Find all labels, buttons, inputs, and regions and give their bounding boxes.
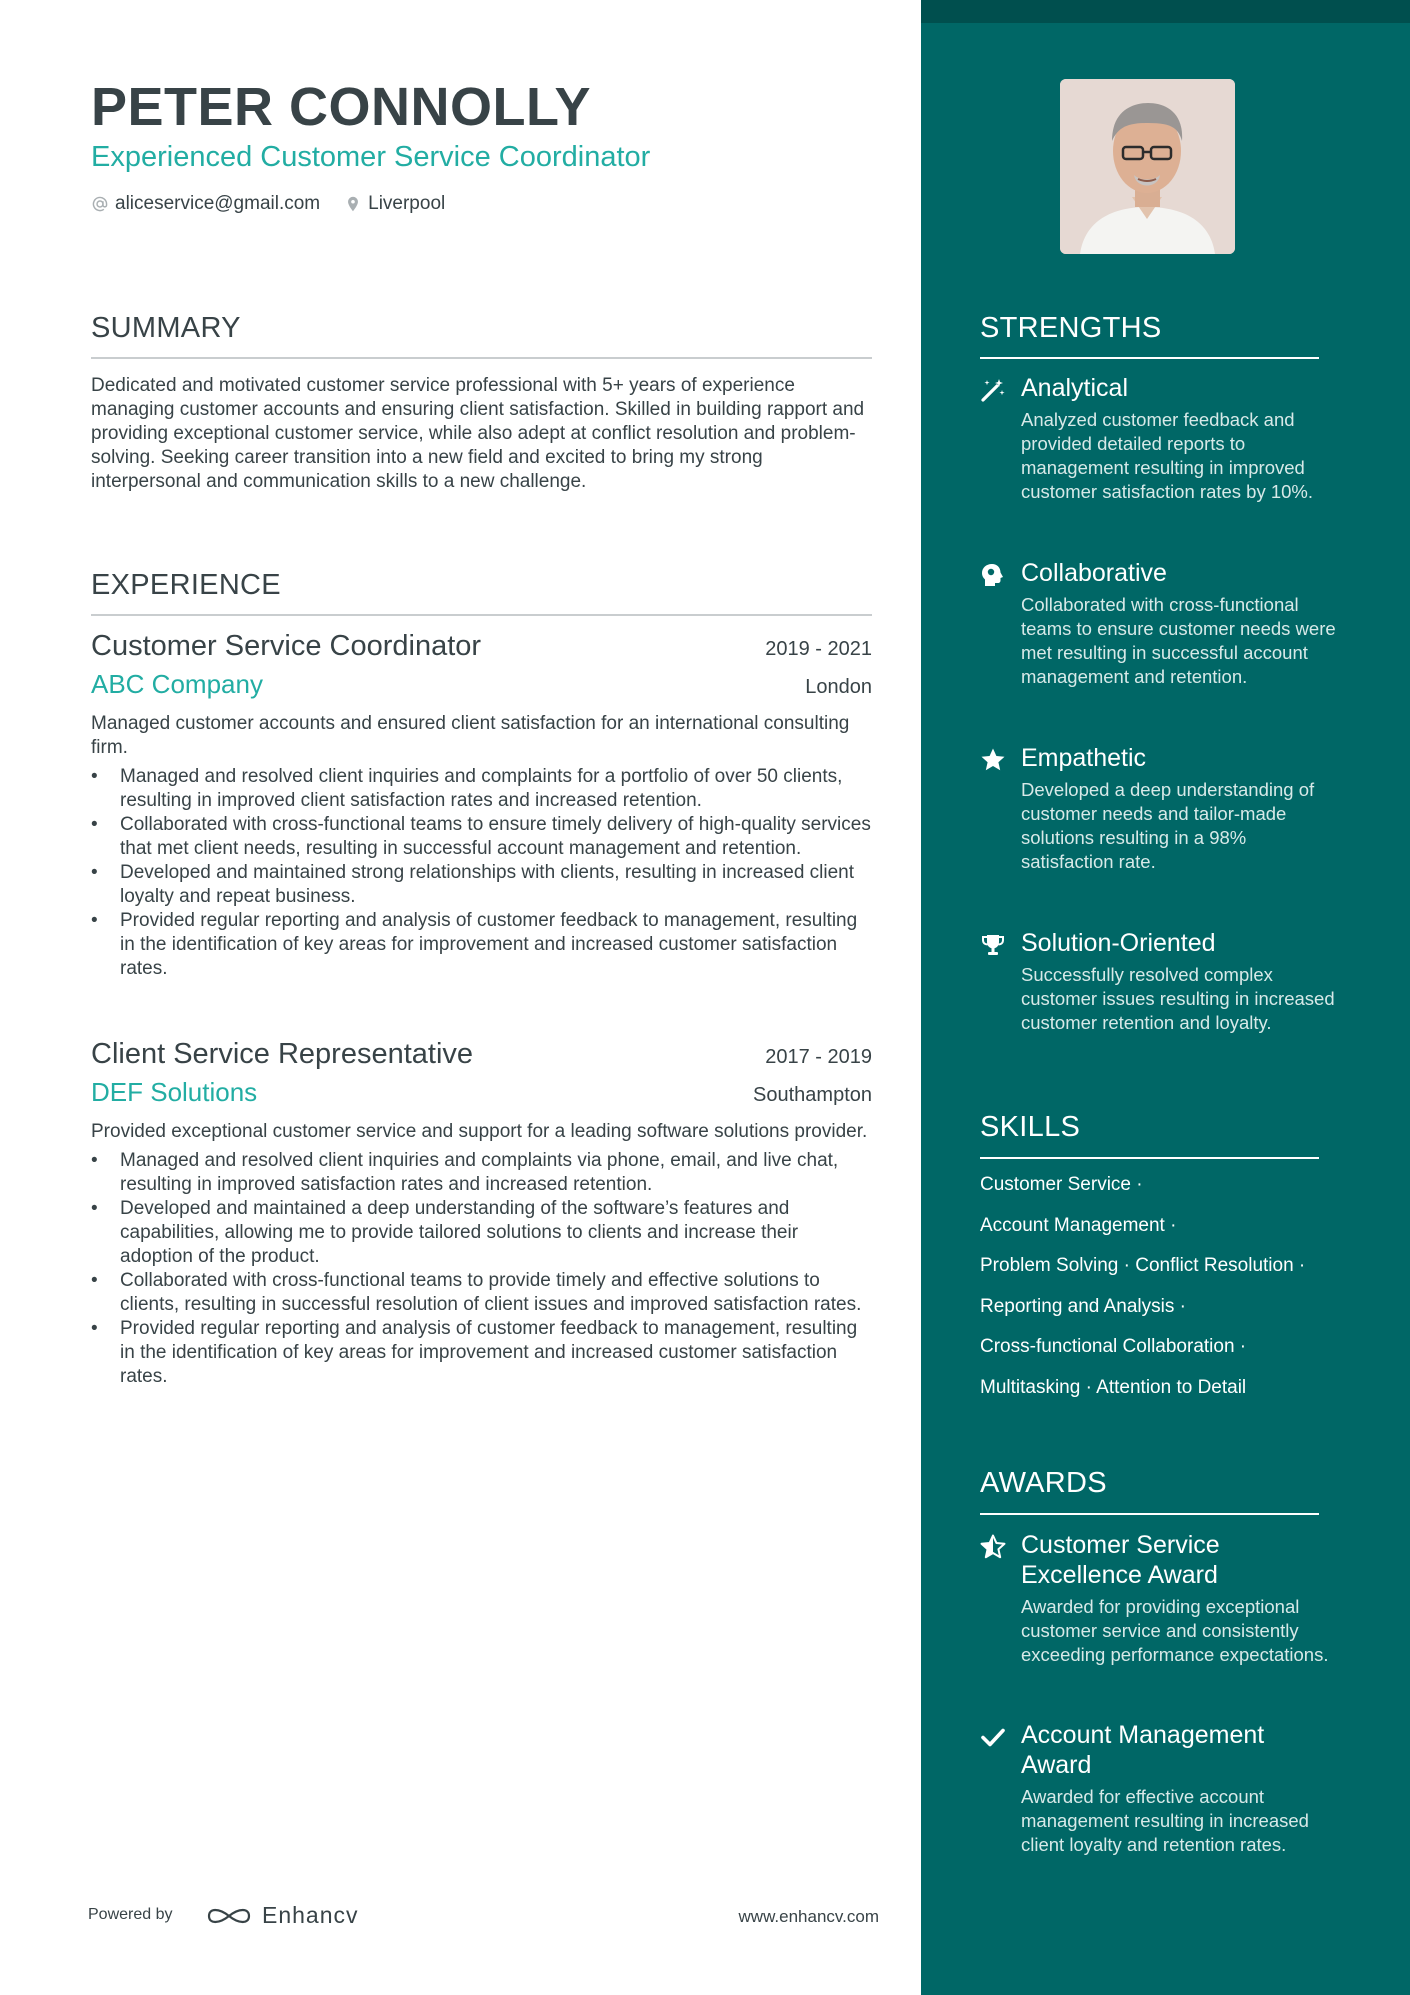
- strength-item: [980, 743, 1340, 874]
- enhancv-logo[interactable]: [206, 1902, 359, 1929]
- summary-heading: SUMMARY: [91, 312, 241, 344]
- strength-title: Solution-Oriented: [1021, 929, 1216, 957]
- job-dates: 2019 - 2021: [765, 638, 872, 660]
- contact-email[interactable]: [91, 193, 320, 215]
- page-footer: [88, 1902, 879, 1930]
- award-title: Customer Service Excellence Award: [1021, 1531, 1220, 1589]
- profile-photo: [1060, 79, 1235, 254]
- checkmark-icon: [980, 1724, 1006, 1750]
- experience-entry: [91, 1038, 872, 1389]
- job-bullet: • Developed and maintained a deep understanding of the software’s features and capabilities, allowing me to provide tailored solutions to clients and increase their adoption of the product.: [91, 1197, 872, 1269]
- skills-list: Customer Service · Account Management · Problem Solving · Conflict Resolution · Reporting and Analysis · Cross-functional Collaboration · Multitasking · Attention to Detail: [980, 1174, 1306, 1398]
- awards-divider: [980, 1513, 1319, 1515]
- experience-heading: EXPERIENCE: [91, 569, 281, 601]
- job-bullet: • Managed and resolved client inquiries and complaints for a portfolio of over 50 clients, resulting in improved client satisfaction rates and increased retention.: [91, 765, 872, 813]
- job-description: Managed customer accounts and ensured client satisfaction for an international consulting firm.: [91, 713, 850, 758]
- job-bullet: • Provided regular reporting and analysis of customer feedback to management, resulting in the identification of key areas for improvement and increased customer satisfaction rates.: [91, 1317, 872, 1389]
- job-bullet: • Provided regular reporting and analysis of customer feedback to management, resulting in the identification of key areas for improvement and increased customer satisfaction rates.: [91, 909, 872, 981]
- at-icon: [91, 195, 109, 213]
- contact-info: [91, 193, 469, 215]
- job-location: Southampton: [753, 1084, 872, 1106]
- skill-tag: Problem Solving: [980, 1255, 1119, 1276]
- job-bullet: • Collaborated with cross-functional teams to provide timely and effective solutions to clients, resulting in successful resolution of client issues and improved satisfaction rates.: [91, 1269, 872, 1317]
- strength-description: Successfully resolved complex customer issues resulting in increased customer retention and loyalty.: [1021, 964, 1335, 1033]
- job-location: London: [805, 676, 872, 698]
- strength-description: Developed a deep understanding of customer needs and tailor-made solutions resulting in a 98% satisfaction rate.: [1021, 779, 1315, 872]
- job-company: ABC Company: [91, 669, 263, 699]
- job-company: DEF Solutions: [91, 1077, 258, 1107]
- location-pin-icon: [344, 195, 362, 213]
- award-description: Awarded for providing exceptional customer service and consistently exceeding performance expectations.: [1021, 1596, 1329, 1665]
- magic-wand-icon: [980, 377, 1006, 403]
- skill-tag: Multitasking: [980, 1376, 1081, 1398]
- experience-divider: [91, 614, 872, 616]
- summary-text: Dedicated and motivated customer service professional with 5+ years of experience managing customer accounts and ensuring client satisfaction. Skilled in building rapport and providing exceptional customer service, while also adept at conflict resolution and problem-solving. Seeking career transition into a new field and excited to bring my strong interpersonal and communication skills to a new challenge.: [91, 375, 865, 492]
- sidebar: [921, 0, 1410, 1995]
- half-star-icon: [980, 1534, 1006, 1560]
- skill-tag: Account Management: [980, 1214, 1165, 1236]
- award-item: [980, 1720, 1340, 1857]
- sidebar-top-bar: [921, 0, 1410, 23]
- strength-description: Collaborated with cross-functional teams to ensure customer needs were met resulting in successful account management and retention.: [1021, 594, 1336, 687]
- skill-tag: Cross-functional Collaboration: [980, 1336, 1235, 1357]
- skill-tag: Customer Service: [980, 1174, 1131, 1195]
- candidate-name: PETER CONNOLLY: [91, 77, 592, 137]
- strength-title: Collaborative: [1021, 559, 1167, 587]
- star-icon: [980, 747, 1006, 773]
- contact-location: [344, 193, 445, 215]
- summary-divider: [91, 357, 872, 359]
- strength-item: [980, 373, 1340, 504]
- candidate-headline: Experienced Customer Service Coordinator: [91, 141, 651, 173]
- portrait-image: [1060, 79, 1235, 254]
- brand-name: Enhancv: [262, 1902, 359, 1928]
- strengths-divider: [980, 357, 1319, 359]
- job-bullets: [91, 1149, 872, 1389]
- strengths-heading: STRENGTHS: [980, 312, 1162, 344]
- skill-tag: Reporting and Analysis: [980, 1295, 1175, 1317]
- strength-item: [980, 558, 1340, 689]
- head-icon: [980, 562, 1006, 588]
- job-title: Client Service Representative: [91, 1038, 474, 1070]
- trophy-icon: [980, 932, 1006, 958]
- powered-by-label: Powered by: [88, 1906, 173, 1923]
- job-dates: 2017 - 2019: [765, 1046, 872, 1068]
- location-text: Liverpool: [368, 193, 446, 214]
- strength-title: Analytical: [1021, 374, 1128, 402]
- skill-tag: Conflict Resolution: [1135, 1255, 1294, 1276]
- job-title: Customer Service Coordinator: [91, 630, 482, 662]
- award-description: Awarded for effective account management resulting in increased client loyalty and retention rates.: [1021, 1786, 1309, 1855]
- award-item: [980, 1530, 1340, 1667]
- skill-tag: Attention to Detail: [1096, 1376, 1247, 1398]
- email-text: aliceservice@gmail.com: [115, 193, 321, 214]
- awards-heading: AWARDS: [980, 1467, 1107, 1499]
- job-bullet: • Managed and resolved client inquiries and complaints via phone, email, and live chat, resulting in improved satisfaction rates and increased retention.: [91, 1149, 872, 1197]
- strength-item: [980, 928, 1340, 1035]
- job-bullet: • Developed and maintained strong relationships with clients, resulting in increased client loyalty and repeat business.: [91, 861, 872, 909]
- job-bullet: • Collaborated with cross-functional teams to ensure timely delivery of high-quality services that met client needs, resulting in successful account management and retention.: [91, 813, 872, 861]
- job-bullets: [91, 765, 872, 981]
- job-description: Provided exceptional customer service and support for a leading software solutions provider.: [91, 1121, 868, 1142]
- skills-heading: SKILLS: [980, 1111, 1081, 1143]
- strength-description: Analyzed customer feedback and provided detailed reports to management resulting in improved customer satisfaction rates by 10%.: [1021, 409, 1314, 502]
- skills-divider: [980, 1157, 1319, 1159]
- strength-title: Empathetic: [1021, 744, 1147, 772]
- experience-entry: [91, 630, 872, 981]
- infinity-logo-icon: [206, 1903, 252, 1929]
- website-link[interactable]: www.enhancv.com: [738, 1907, 879, 1926]
- award-title: Account Management Award: [1021, 1721, 1265, 1779]
